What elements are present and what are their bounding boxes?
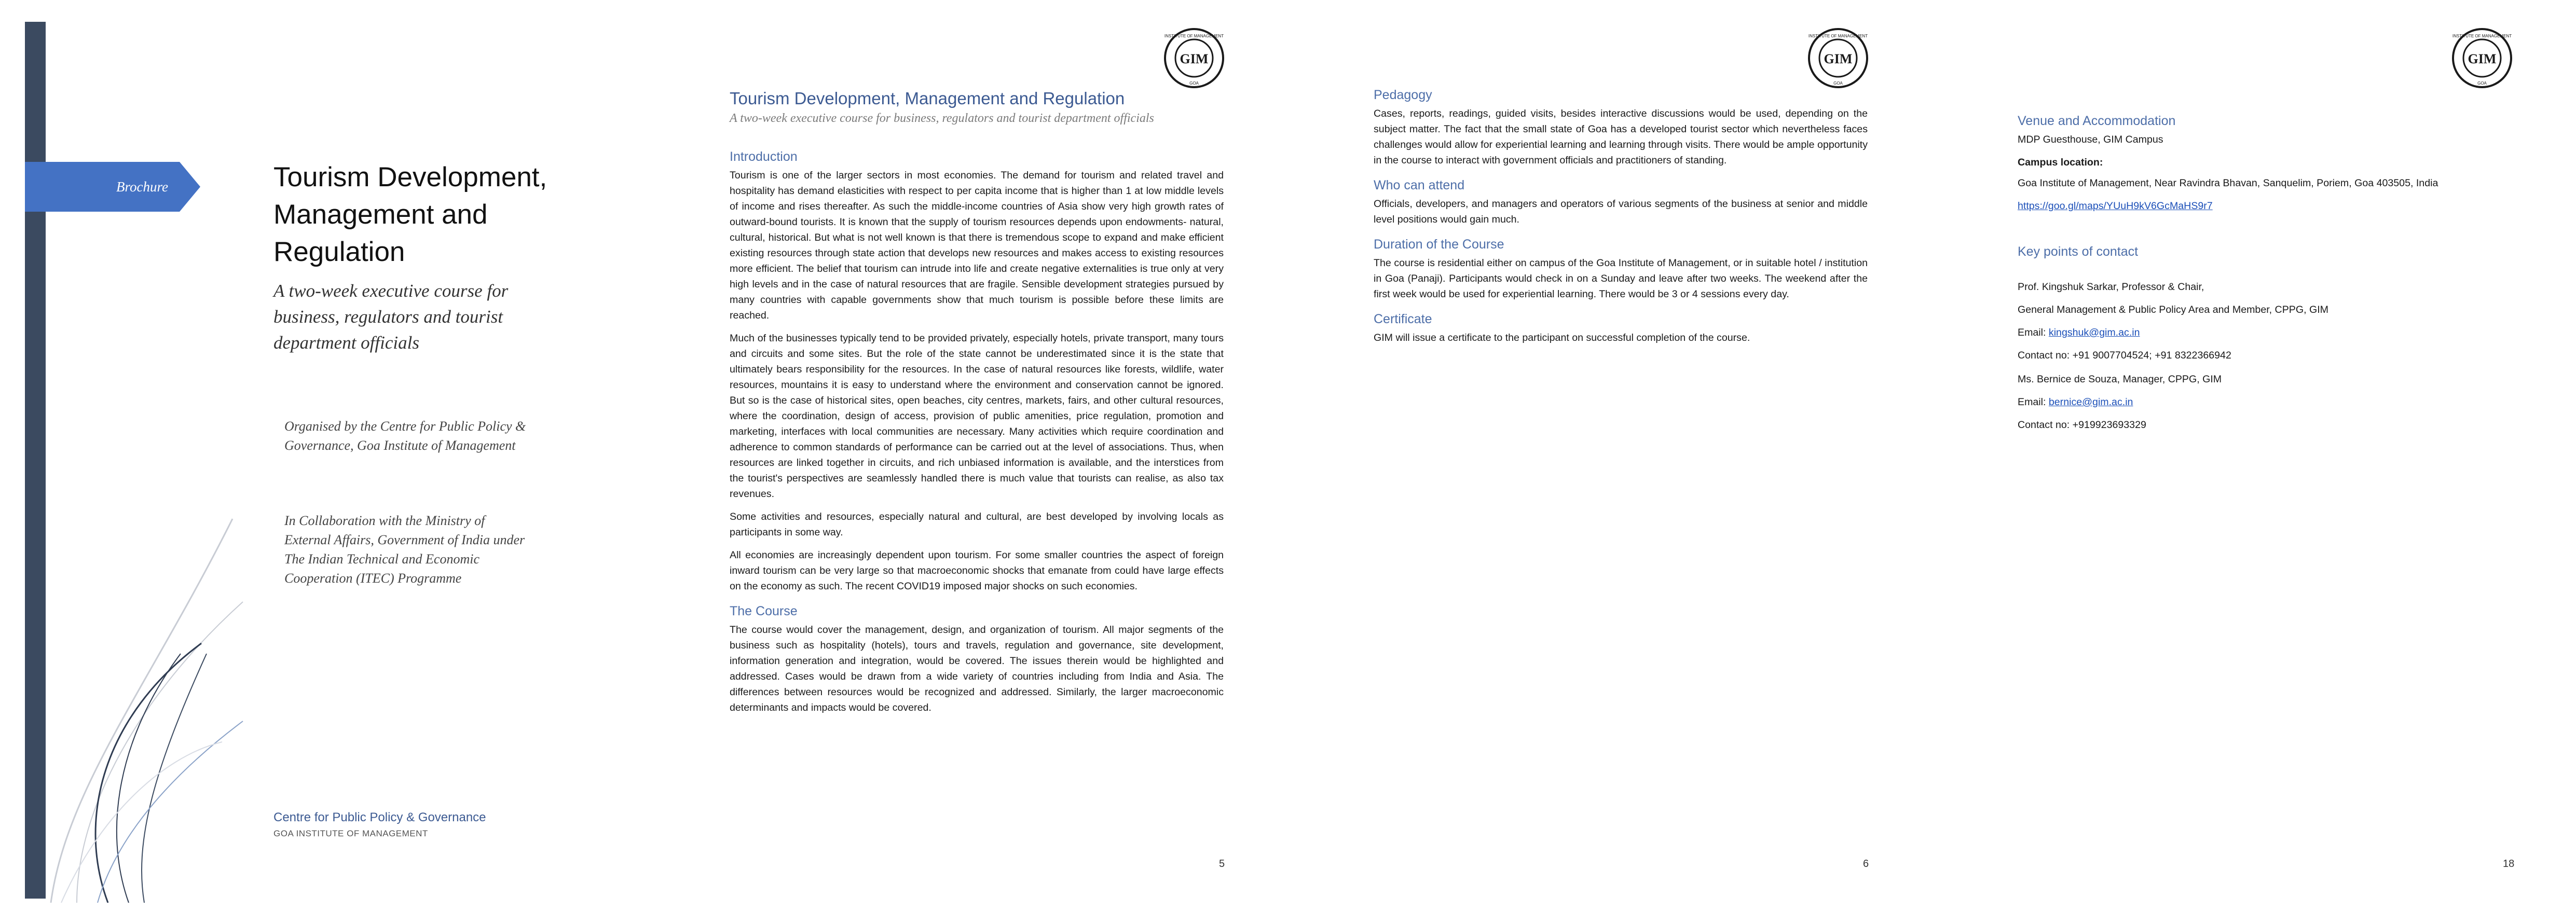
heading-pedagogy: Pedagogy [1374, 88, 1432, 102]
gim-logo [2451, 27, 2513, 89]
intro-paragraph-4: All economies are increasingly dependent upon tourism. For some smaller countries the aspect of foreign inward tourism can be very large so that macroeconomic shocks that emanate from could have large effects on the economy as such. The recent COVID19 imposed major shocks on such economies. [730, 549, 1224, 592]
heading-introduction: Introduction [730, 149, 798, 164]
contact1-email-line [2018, 325, 2512, 340]
page-title: Tourism Development, Management and Regulation [730, 89, 1125, 108]
heading-venue: Venue and Accommodation [2018, 114, 2176, 128]
page-5 [644, 0, 1288, 910]
contact1-name: Prof. Kingshuk Sarkar, Professor & Chair, [2018, 281, 2204, 293]
collaboration-text: In Collaboration with the Ministry of External Affairs, Government of India under The Indian Technical and Economic Cooperation (ITEC) Programme [284, 513, 525, 586]
contact1-email-link[interactable]: kingshuk@gim.ac.in [2048, 327, 2140, 338]
intro-paragraph-1: Tourism is one of the larger sectors in most economies. The demand for tourism and related travel and hospitality has demand elasticities with respect to per capita income that is higher than 1 at low middle levels of income and rises thereafter. As such the middle-income countries of Asia show very high growth rates of outward-bound tourists. It is known that the supply of tourism resources depends upon endowments- natural, cultural, historical. But what is not well known is that there is tremendous scope to expand and make efficient existing resources through state action that develops new resources and makes access to existing resources more efficient. The belief that tourism can intrude into life and create negative externalities is true only at very high levels and in the case of natural resources that are fragile. Sensible development strategies pursued by many countries with capable governments show that much tourism is possible before these limits are reached. [730, 170, 1224, 321]
course-paragraph: The course would cover the management, design, and organization of tourism. All major segments of the business such as hospitality (hotels), tours and travels, regulation and governance, site development, information generation and integration, would be covered. The issues therein would be highlighted and addressed. Cases would be drawn from a wide variety of countries including from India and Asia. The differences between resources would be recognized and addressed. Similarly, the larger macroeconomic determinants and impacts would be covered. [730, 624, 1224, 713]
contact2-email-link[interactable]: bernice@gim.ac.in [2048, 396, 2133, 408]
gim-logo [1807, 27, 1869, 89]
heading-certificate: Certificate [1374, 312, 1432, 326]
page-subtitle: A two-week executive course for business, regulators and tourist department officials [730, 112, 1154, 125]
cover-title: Tourism Development, Management and Regulation [273, 162, 547, 267]
cover-subtitle: A two-week executive course for business, regulators and tourist department officials [273, 281, 509, 353]
logo-monogram: GIM [1180, 51, 1209, 66]
logo-bottom-text: GOA [1833, 81, 1843, 86]
logo-bottom-text: GOA [1189, 81, 1199, 86]
brochure-tab [25, 162, 200, 212]
gim-logo [1163, 27, 1225, 89]
contact1-phone: Contact no: +91 9007704524; +91 8322366942 [2018, 350, 2231, 361]
contact2-name: Ms. Bernice de Souza, Manager, CPPG, GIM [2018, 374, 2222, 385]
page-18-content [2018, 112, 2512, 440]
logo-ring-text: INSTITUTE OF MANAGEMENT [1808, 34, 1868, 38]
logo-ring-text: INSTITUTE OF MANAGEMENT [2452, 34, 2512, 38]
brochure-tab-shape [25, 162, 200, 212]
page-number: 5 [1219, 858, 1225, 870]
contact2-email-line [2018, 394, 2512, 410]
campus-map-link[interactable]: https://goo.gl/maps/YUuH9kV6GcMaHS9r7 [2018, 200, 2213, 212]
organised-by-text: Organised by the Centre for Public Policy & Governance, Goa Institute of Management [284, 419, 526, 453]
duration-paragraph: The course is residential either on campus of the Goa Institute of Management, or in suitable hotel / institution in Goa (Panaji). Participants would check in on a Sunday and leave after two weeks. The weekend after the first week would be used for experiential learning. There would be 3 or 4 sessions every day. [1374, 257, 1868, 300]
pedagogy-paragraph: Cases, reports, readings, guided visits, besides interactive discussions would be used, depending on the subject matter. The fact that the small state of Goa has a developed tourist sector which nevertheless faces challenges would allow for experiential learning and learning through visits. There would be ample opportunity in the course to interact with government officials and practitioners of standing. [1374, 108, 1868, 166]
campus-location-label: Campus location: [2018, 157, 2103, 168]
brochure-label: Brochure [116, 179, 168, 195]
page-18 [1932, 0, 2576, 910]
page-number: 6 [1863, 858, 1869, 870]
venue-line: MDP Guesthouse, GIM Campus [2018, 134, 2163, 145]
cover-footer-title: Centre for Public Policy & Governance [273, 810, 486, 824]
cover-sidebar-bar [25, 22, 46, 899]
contact1-role: General Management & Public Policy Area and Member, CPPG, GIM [2018, 304, 2328, 315]
page-number: 18 [2503, 858, 2515, 870]
decorative-swoosh [46, 498, 264, 903]
campus-address: Goa Institute of Management, Near Ravindra Bhavan, Sanquelim, Poriem, Goa 403505, India [2018, 177, 2438, 189]
page-5-content [730, 87, 1224, 723]
heading-the-course: The Course [730, 604, 798, 618]
intro-paragraph-2: Much of the businesses typically tend to be provided privately, especially hotels, private transport, many tours and circuits and some sites. But the role of the state cannot be underestimated since it is the state that ultimately bears responsibility for the resources. In the case of natural resources like forests, wildlife, water resources, mountains it is easy to understand where the environment and conservation cannot be ignored. But so is the case of historical sites, open beaches, city centres, markets, fairs, and other cultural resources, where the coordination, design of access, provision of public amenities, price regulation, promotion and marketing, interfaces with local communities are necessary. Many activities which require coordination and adherence to common standards of performance can be carried out at the level of associations. Thus, when resources are linked together in circuits, and rich unbiased information is available, and the interstices from the tourist's perspectives are seamlessly handled there is much value that tourists can realise, as also tax revenues. [730, 333, 1224, 500]
heading-duration: Duration of the Course [1374, 237, 1504, 252]
page-6 [1288, 0, 1932, 910]
certificate-paragraph: GIM will issue a certificate to the participant on successful completion of the course. [1374, 332, 1750, 343]
contact1-email-label: Email: [2018, 327, 2049, 338]
intro-paragraph-3: Some activities and resources, especially natural and cultural, are best developed by involving locals as participants in some way. [730, 511, 1224, 538]
heading-who-can-attend: Who can attend [1374, 178, 1465, 192]
page-6-content [1374, 86, 1868, 353]
logo-monogram: GIM [2468, 51, 2497, 66]
cover-page [0, 0, 644, 910]
logo-monogram: GIM [1824, 51, 1853, 66]
cover-footer-subtitle: GOA INSTITUTE OF MANAGEMENT [273, 829, 428, 838]
logo-bottom-text: GOA [2477, 81, 2487, 86]
contact2-email-label: Email: [2018, 396, 2049, 408]
contact2-phone: Contact no: +919923693329 [2018, 419, 2146, 431]
logo-ring-text: INSTITUTE OF MANAGEMENT [1164, 34, 1224, 38]
attend-paragraph: Officials, developers, and managers and operators of various segments of the business at senior and middle level positions would gain much. [1374, 198, 1868, 225]
heading-key-contacts: Key points of contact [2018, 244, 2139, 259]
